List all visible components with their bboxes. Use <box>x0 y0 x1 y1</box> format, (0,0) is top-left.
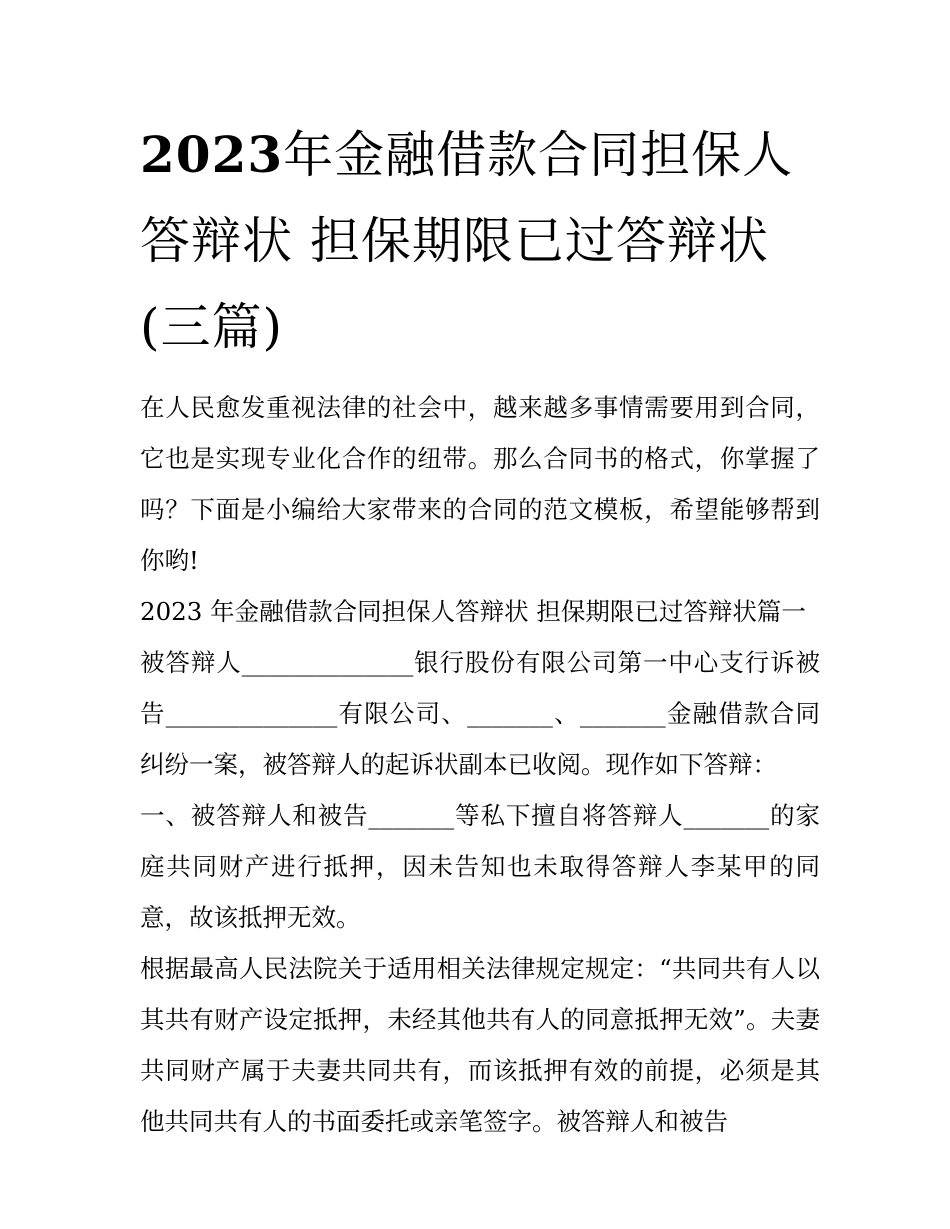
document-title <box>140 112 820 370</box>
document-page <box>140 112 820 1147</box>
title-year: 2023 <box>140 125 284 184</box>
body-paragraph: 被答辩人______________银行股份有限公司第一中心支行诉被告______________有限公司、_______、_______金融借款合同纠纷一案，被答辩人的起诉状副本已收阅。现作如下答辩： <box>140 648 820 779</box>
document-body <box>140 382 820 1147</box>
body-paragraph: 一、被答辩人和被告_______等私下擅自将答辩人_______的家庭共同财产进行抵押，因未告知也未取得答辩人李某甲的同意，故该抵押无效。 <box>140 801 820 932</box>
body-paragraph: 根据最高人民法院关于适用相关法律规定规定：“共同共有人以其共有财产设定抵押，未经其他共有人的同意抵押无效”。夫妻共同财产属于夫妻共同共有，而该抵押有效的前提，必须是其他共同共有人的书面委托或亲笔签字。被答辩人和被告 <box>140 954 820 1136</box>
intro-paragraph: 在人民愈发重视法律的社会中，越来越多事情需要用到合同，它也是实现专业化合作的纽带。那么合同书的格式，你掌握了吗？下面是小编给大家带来的合同的范文模板，希望能够帮到你哟! <box>140 393 820 575</box>
title-text: 年金融借款合同担保人答辩状 担保期限已过答辩状(三篇) <box>140 126 794 356</box>
section-heading: 2023 年金融借款合同担保人答辩状 担保期限已过答辩状篇一 <box>140 597 806 626</box>
